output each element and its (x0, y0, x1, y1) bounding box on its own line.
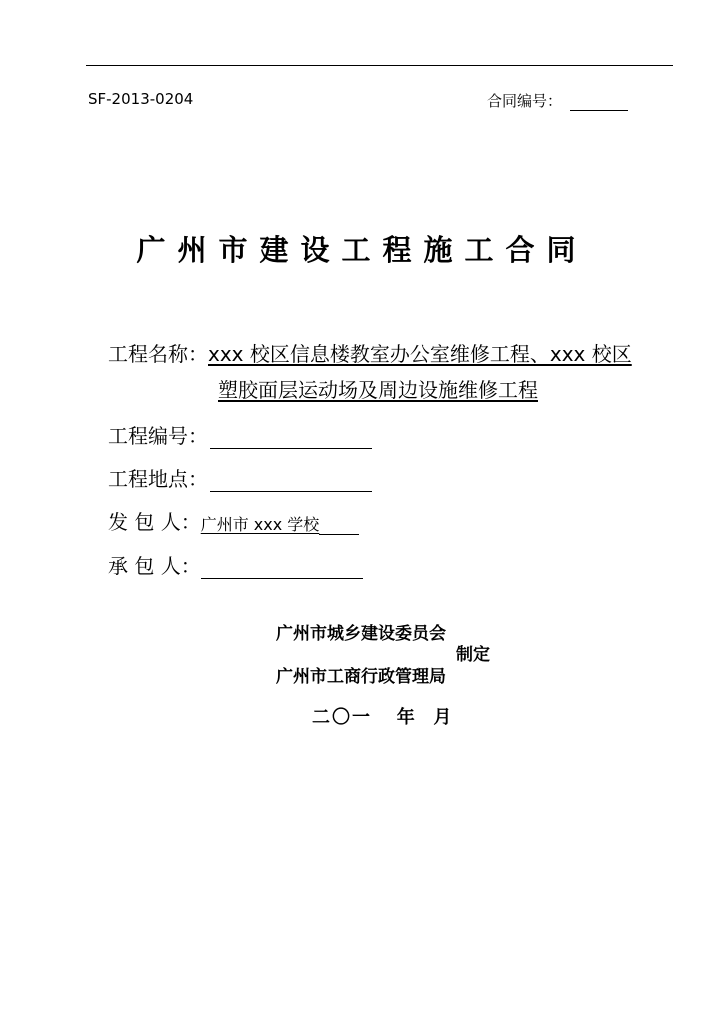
employer-label: 发 包 人： (108, 510, 201, 534)
employer-row (108, 506, 359, 535)
document-code: SF-2013-0204 (88, 90, 194, 108)
contract-number-label: 合同编号： (487, 92, 563, 110)
contract-number-blank (570, 93, 628, 111)
project-number-label: 工程编号： (108, 424, 208, 448)
contractor-label: 承 包 人： (108, 554, 201, 578)
employer-blank (319, 516, 359, 535)
project-location-row (108, 463, 372, 492)
project-name-row (108, 338, 632, 367)
project-location-blank (210, 471, 372, 492)
project-number-row (108, 420, 372, 449)
issuing-org-construction: 广州市城乡建设委员会 (276, 624, 446, 644)
project-name-value-line2: 塑胶面层运动场及周边设施维修工程 (218, 378, 538, 402)
contractor-blank (201, 558, 363, 579)
project-number-blank (210, 428, 372, 449)
project-location-label: 工程地点： (108, 467, 208, 491)
issuing-org-commerce: 广州市工商行政管理局 (276, 667, 446, 687)
top-rule (86, 65, 673, 66)
project-name-label: 工程名称： (108, 342, 208, 366)
issue-date: 二〇一 年 月 (312, 707, 454, 728)
employer-value: 广州市 xxx 学校 (200, 515, 320, 534)
project-name-value-line1: xxx 校区信息楼教室办公室维修工程、xxx 校区 (208, 342, 632, 366)
issued-by-label: 制定 (456, 645, 490, 665)
contractor-row (108, 550, 363, 579)
document-title: 广州市建设工程施工合同 (136, 233, 588, 267)
contract-number (487, 90, 628, 111)
